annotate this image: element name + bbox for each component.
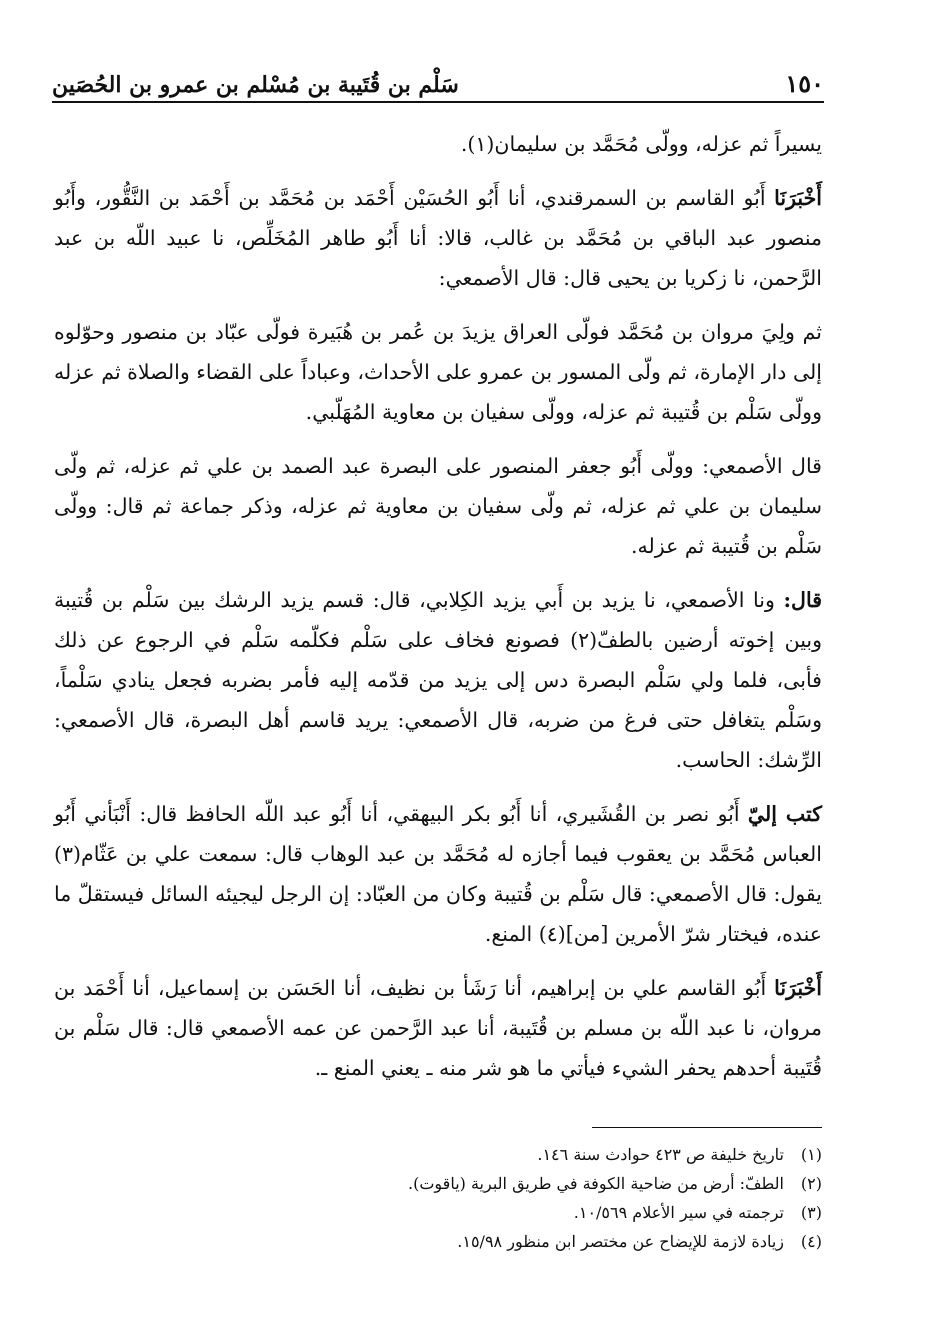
paragraph-lead: أَخْبَرَنَا: [774, 186, 822, 210]
paragraph: كتب إليّ أَبُو نصر بن القُشَيري، أنا أَبُو بكر البيهقي، أنا أَبُو عبد اللّه الحافظ قال: أَنْبَأني أَبُو العباس مُحَمَّد بن يعقوب فيما أجازه له مُحَمَّد بن عبد الوهاب قال: سمعت علي بن عَثّام(٣) يقول: قال الأصمعي: قال سَلْم بن قُتيبة وكان من العبّاد: إن الرجل ليجيئه السائل فيستقلّ ما عنده، فيختار شرّ الأمرين [من](٤) المنع.: [54, 802, 822, 946]
paragraph: ثم ولِيَ مروان بن مُحَمَّد فولّى العراق يزيدَ بن عُمر بن هُبَيرة فولّى عبّاد بن منصور وحوّلوه إلى دار الإمارة، ثم ولّى المسور بن عمرو على الأحداث، وعباداً على القضاء والصلاة ثم عزله وولّى سَلْم بن قُتيبة ثم عزله، وولّى سفيان بن معاوية المُهَلّبي.: [54, 320, 822, 424]
footnote: (١) تاريخ خليفة ص ٤٢٣ حوادث سنة ١٤٦.: [537, 1145, 822, 1164]
footnote: (٢) الطفّ: أرض من ضاحية الكوفة في طريق البرية (ياقوت).: [408, 1174, 822, 1193]
paragraph: قال الأصمعي: وولّى أَبُو جعفر المنصور على البصرة عبد الصمد بن علي ثم عزله، ثم ولّى سليمان بن علي ثم عزله، ثم ولّى سفيان بن معاوية ثم عزله، وذكر جماعة ثم قال: وولّى سَلْم بن قُتيبة ثم عزله.: [54, 454, 822, 558]
paragraph: قال: ونا الأصمعي، نا يزيد بن أَبي يزيد الكِلابي، قال: قسم يزيد الرشك بين سَلْم بن قُتيبة وبين إخوته أرضين بالطفّ(٢) فصونع فخاف على سَلْم فكلّمه سَلْم في الرجوع عن ذلك فأبى، فلما ولي سَلْم البصرة دس إلى يزيد من قدّمه إليه فأمر بضربه فجعل ينادي سَلْماً، وسَلْم يتغافل حتى فرغ من ضربه، قال الأصمعي: يريد قاسم أهل البصرة، قال الأصمعي: الرِّشك: الحاسب.: [54, 588, 822, 772]
running-title: سَلْم بن قُتَيبة بن مُسْلم بن عمرو بن الحُصَين: [52, 72, 459, 98]
header-rule: [52, 101, 824, 103]
paragraph-lead: كتب إليّ: [747, 802, 822, 826]
paragraph: أَخْبَرَنَا أَبُو القاسم علي بن إبراهيم، أنا رَشَأ بن نظيف، أنا الحَسَن بن إسماعيل، أنا أَحْمَد بن مروان، نا عبد اللّه بن مسلم بن قُتَيبة، أنا عبد الرَّحمن عن عمه الأصمعي قال: قال سَلْم بن قُتَيبة أحدهم يحفر الشيء فيأتي ما هو شر منه ـ يعني المنع ـ.: [54, 976, 822, 1080]
paragraph: يسيراً ثم عزله، وولّى مُحَمَّد بن سليمان(١).: [460, 132, 822, 156]
page-number: ١٥٠: [785, 69, 824, 98]
main-text: [54, 124, 822, 1102]
paragraph: أَخْبَرَنَا أَبُو القاسم بن السمرقندي، أنا أَبُو الحُسَيْن أَحْمَد بن مُحَمَّد بن أَحْمَد بن النَّقُّور، وأَبُو منصور عبد الباقي بن مُحَمَّد بن غالب، قالا: أنا أَبُو طاهر المُخَلِّص، نا عبيد اللّه بن عبد الرَّحمن، نا زكريا بن يحيى قال: قال الأصمعي:: [54, 186, 822, 290]
footnote-rule: [592, 1127, 822, 1128]
page-header: [52, 58, 824, 98]
footnote: (٤) زيادة لازمة للإيضاح عن مختصر ابن منظور ١٥/٩٨.: [457, 1232, 822, 1251]
paragraph-lead: أَخْبَرَنَا: [774, 976, 822, 1000]
paragraph-lead: قال:: [783, 588, 822, 612]
footnotes: [122, 1140, 822, 1256]
footnote: (٣) ترجمته في سير الأعلام ١٠/٥٦٩.: [573, 1203, 822, 1222]
